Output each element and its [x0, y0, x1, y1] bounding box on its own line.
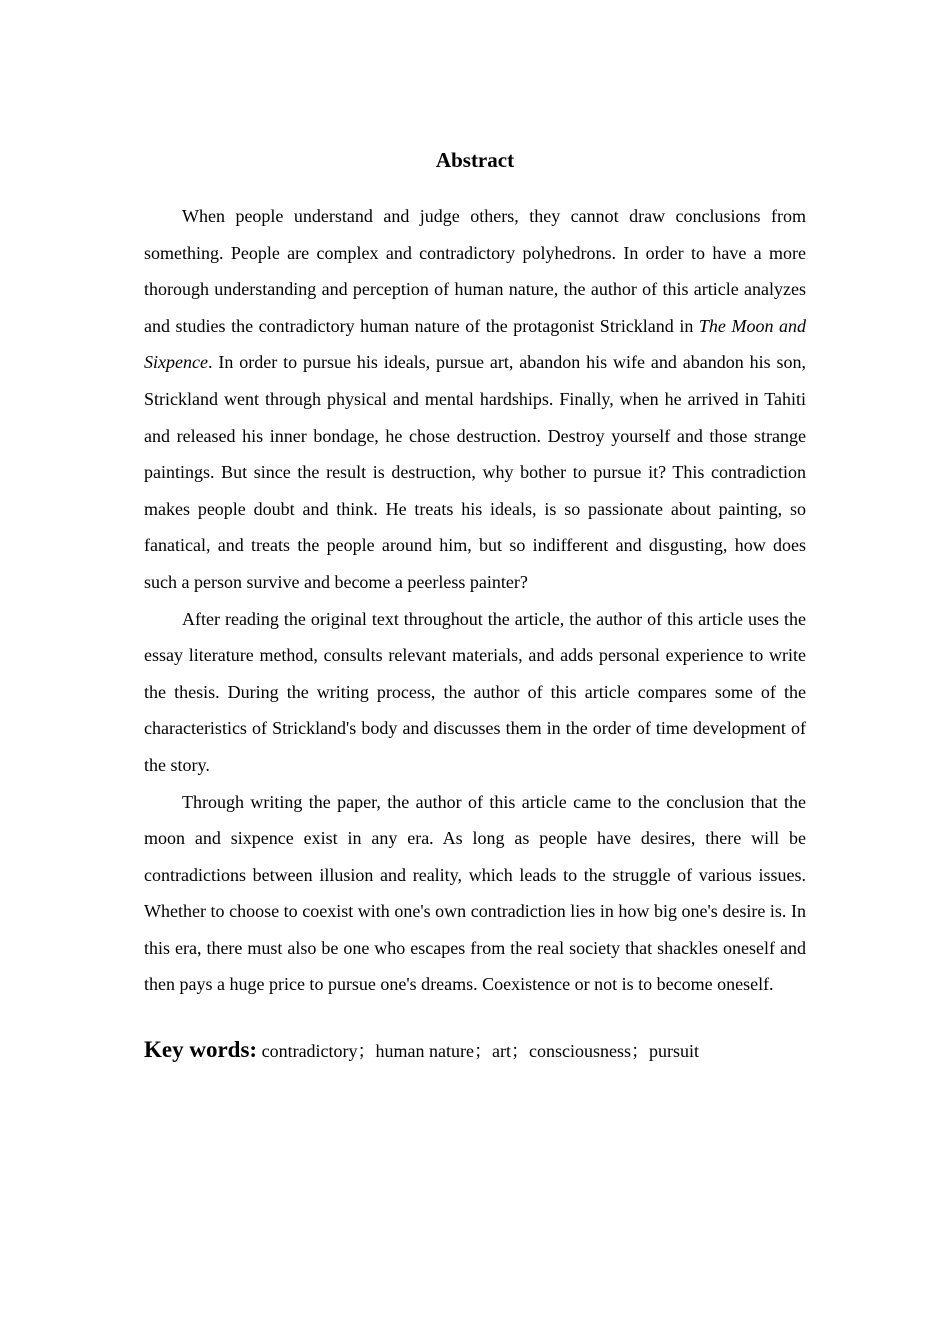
keywords-line — [144, 1035, 806, 1066]
abstract-paragraph-3: Through writing the paper, the author of this article came to the conclusion that the moon and sixpence exist in any era. As long as people have desires, there will be contradictions between illusion and reality, which leads to the struggle of various issues. Whether to choose to coexist with one's own contradiction lies in how big one's desire is. In this era, there must also be one who escapes from the real society that shackles oneself and then pays a huge price to pursue one's dreams. Coexistence or not is to become oneself. — [144, 791, 806, 995]
abstract-paragraph-1 — [144, 198, 806, 601]
abstract-paragraph-2: After reading the original text throughout the article, the author of this article uses the essay literature method, consults relevant materials, and adds personal experience to write the thesis. During the writing process, the author of this article compares some of the characteristics of Strickland's body and discusses them in the order of time development of the story. — [144, 608, 806, 775]
keywords-list: contradictory；human nature；art；consciousness；pursuit — [261, 1041, 699, 1062]
paragraph-1-text-start: When people understand and judge others, they cannot draw conclusions from something. People are complex and contradictory polyhedrons. In order to have a more thorough understanding and perception of human nature, the author of this article analyzes and studies the contradictory human nature of the protagonist Strickland in — [144, 206, 806, 336]
book-title-italic: The Moon and Sixpence — [144, 315, 806, 373]
abstract-title: Abstract — [435, 148, 515, 172]
keywords-label: Key words: — [144, 1037, 258, 1063]
abstract-page — [144, 146, 806, 1066]
paragraph-1-text-end: . In order to pursue his ideals, pursue art, abandon his wife and abandon his son, Strickland went through physical and mental hardships. Finally, when he arrived in Tahiti and released his inner bondage, he chose destruction. Destroy yourself and those strange paintings. But since the result is destruction, why bother to pursue it? This contradiction makes people doubt and think. He treats his ideals, is so passionate about painting, so fanatical, and treats the people around him, but so indifferent and disgusting, how does such a person survive and become a peerless painter? — [144, 352, 806, 592]
